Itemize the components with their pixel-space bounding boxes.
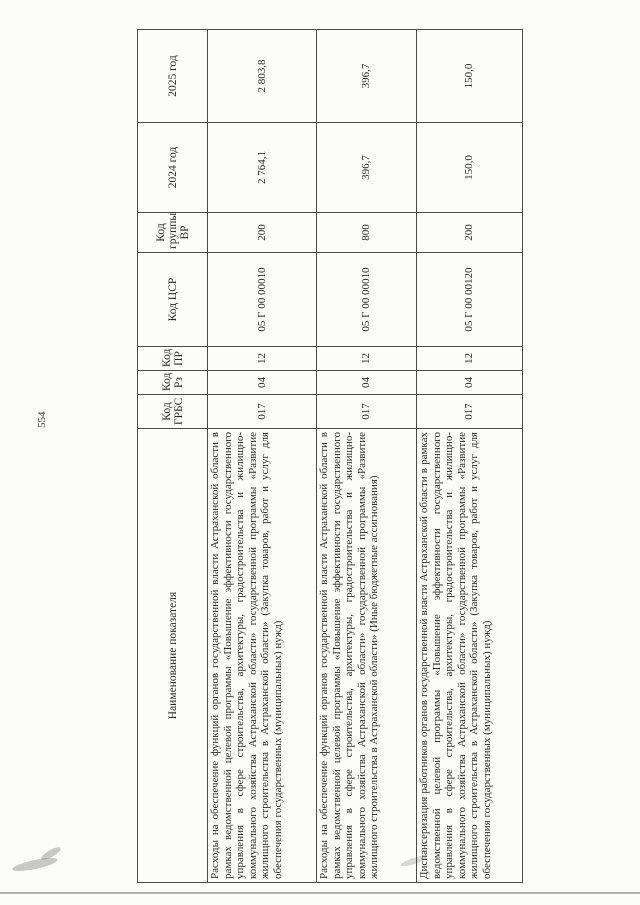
row-grbs: 017 (317, 395, 417, 429)
row-rz: 04 (417, 371, 523, 395)
table-header-row (138, 30, 208, 883)
header-2025: 2025 год (138, 30, 208, 123)
header-2024: 2024 год (138, 123, 208, 213)
row-2024: 396,7 (317, 123, 417, 213)
header-csr: Код ЦСР (138, 253, 208, 347)
row-2024: 2 764,1 (208, 123, 317, 213)
row-vr: 800 (317, 213, 417, 253)
row-pr: 12 (417, 347, 523, 371)
header-pr: Код ПР (138, 347, 208, 371)
row-2024: 150,0 (417, 123, 523, 213)
table-row (417, 30, 523, 883)
row-vr: 200 (208, 213, 317, 253)
row-name: Диспансеризация работников органов государственной власти Астраханской области в рамках ведомственной целевой программы «Повышение эффективности государственного управления в сфере строительства, архитектуры, градостроительства и жилищно-коммунального хозяйства Астраханской области» государственной программы «Развитие жилищного строительства в Астраханской области» (Закупка товаров, работ и услуг для обеспечения государственных (муниципальных) нужд) (417, 429, 523, 883)
row-grbs: 017 (417, 395, 523, 429)
scan-edge-line (0, 892, 640, 894)
header-rz: Код Рз (138, 371, 208, 395)
row-name: Расходы на обеспечение функций органов государственной власти Астраханской области в рамках ведомственной целевой программы «Повышение эффективности государственного управления в сфере строительства, архитектуры, градостроительства и жилищно-коммунального хозяйства Астраханской области» государственной программы «Развитие жилищного строительства в Астраханской области» (Иные бюджетные ассигнования) (317, 429, 417, 883)
row-name: Расходы на обеспечение функций органов государственной власти Астраханской области в рамках ведомственной целевой программы «Повышение эффективности государственного управления в сфере строительства, архитектуры, градостроительства и жилищно-коммунального хозяйства Астраханской области» государственной программы «Развитие жилищного строительства в Астраханской области» (Закупка товаров, работ и услуг для обеспечения государственных (муниципальных) нужд) (208, 429, 317, 883)
row-csr: 05 Г 00 00010 (208, 253, 317, 347)
row-rz: 04 (317, 371, 417, 395)
scan-smudge-mark (12, 855, 59, 873)
row-csr: 05 Г 00 00010 (317, 253, 417, 347)
row-csr: 05 Г 00 00120 (417, 253, 523, 347)
row-pr: 12 (208, 347, 317, 371)
row-2025: 2 803,8 (208, 30, 317, 123)
page-number: 554 (36, 411, 48, 428)
row-vr: 200 (417, 213, 523, 253)
row-grbs: 017 (208, 395, 317, 429)
row-2025: 150,0 (417, 30, 523, 123)
row-2025: 396,7 (317, 30, 417, 123)
row-rz: 04 (208, 371, 317, 395)
header-name: Наименование показателя (138, 429, 208, 883)
header-vr: Код группы ВР (138, 213, 208, 253)
table-row (317, 30, 417, 883)
table-row (208, 30, 317, 883)
rotated-table-wrapper (137, 30, 493, 883)
header-grbs: Код ГРБС (138, 395, 208, 429)
budget-table (137, 29, 523, 883)
row-pr: 12 (317, 347, 417, 371)
